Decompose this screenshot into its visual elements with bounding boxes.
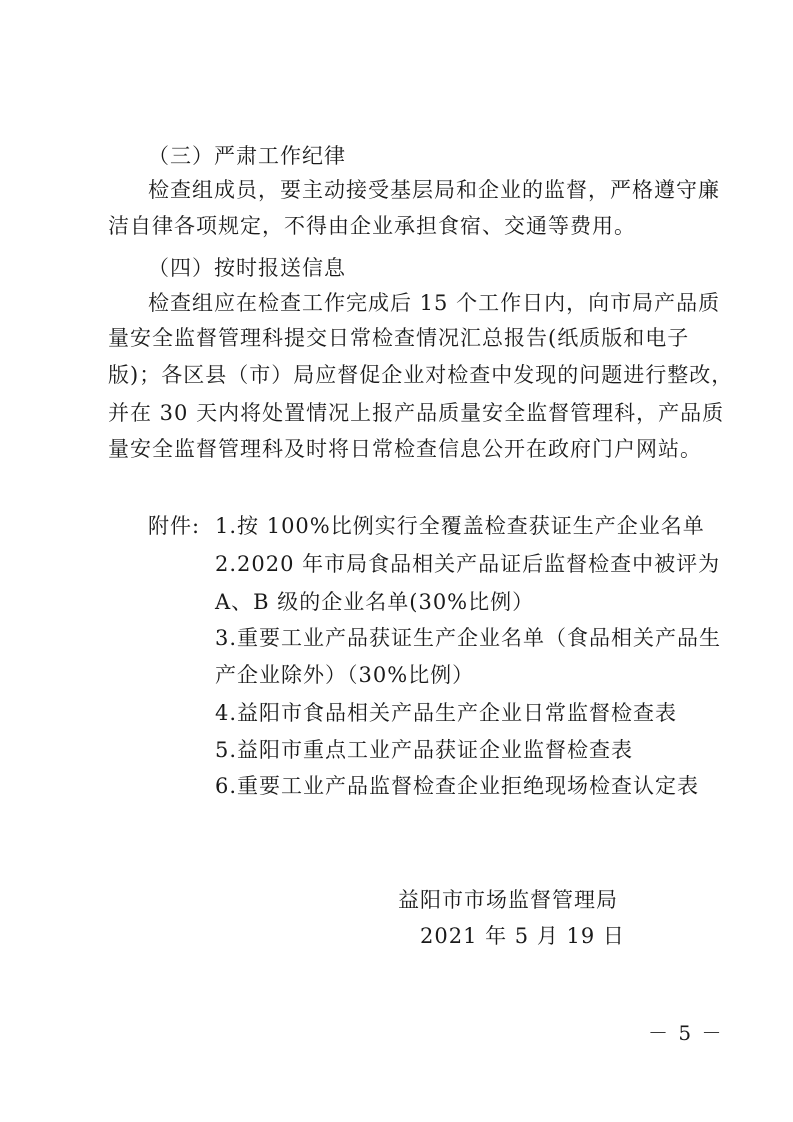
attachment-item-3-continued: 产企业除外）（30%比例） [215,663,475,687]
attachment-item-2-continued: A、B 级的企业名单(30%比例） [215,590,535,614]
section4-heading: （四）按时报送信息 [148,256,346,280]
section3-heading: （三）严肃工作纪律 [148,144,346,168]
attachment-item-1: 1.按 100%比例实行全覆盖检查获证生产企业名单 [215,514,705,538]
attachment-item-2: 2.2020 年市局食品相关产品证后监督检查中被评为 [215,552,721,576]
section3-paragraph-line: 洁自律各项规定，不得由企业承担食宿、交通等费用。 [108,214,636,238]
attachment-item-4: 4.益阳市食品相关产品生产企业日常监督检查表 [215,701,678,725]
section4-paragraph-line: 检查组应在检查工作完成后 15 个工作日内，向市局产品质 [148,291,721,315]
attachment-item-6: 6.重要工业产品监督检查企业拒绝现场检查认定表 [215,774,700,798]
attachments-label: 附件: [148,514,201,538]
section4-paragraph-line: 量安全监督管理科及时将日常检查信息公开在政府门户网站。 [108,437,702,461]
section4-paragraph-line: 版)；各区县（市）局应督促企业对检查中发现的问题进行整改， [108,363,734,387]
attachment-item-3: 3.重要工业产品获证生产企业名单（食品相关产品生 [215,626,722,650]
issuing-organization: 益阳市市场监督管理局 [398,888,618,912]
section3-paragraph-line: 检查组成员，要主动接受基层局和企业的监督，严格遵守廉 [148,178,720,202]
page-number: － 5 － [648,1021,724,1045]
issue-date: 2021 年 5 月 19 日 [420,924,625,948]
section4-paragraph-line: 量安全监督管理科提交日常检查情况汇总报告(纸质版和电子 [108,326,690,350]
section4-paragraph-line: 并在 30 天内将处置情况上报产品质量安全监督管理科，产品质 [108,401,725,425]
attachment-item-5: 5.益阳市重点工业产品获证企业监督检查表 [215,738,634,762]
